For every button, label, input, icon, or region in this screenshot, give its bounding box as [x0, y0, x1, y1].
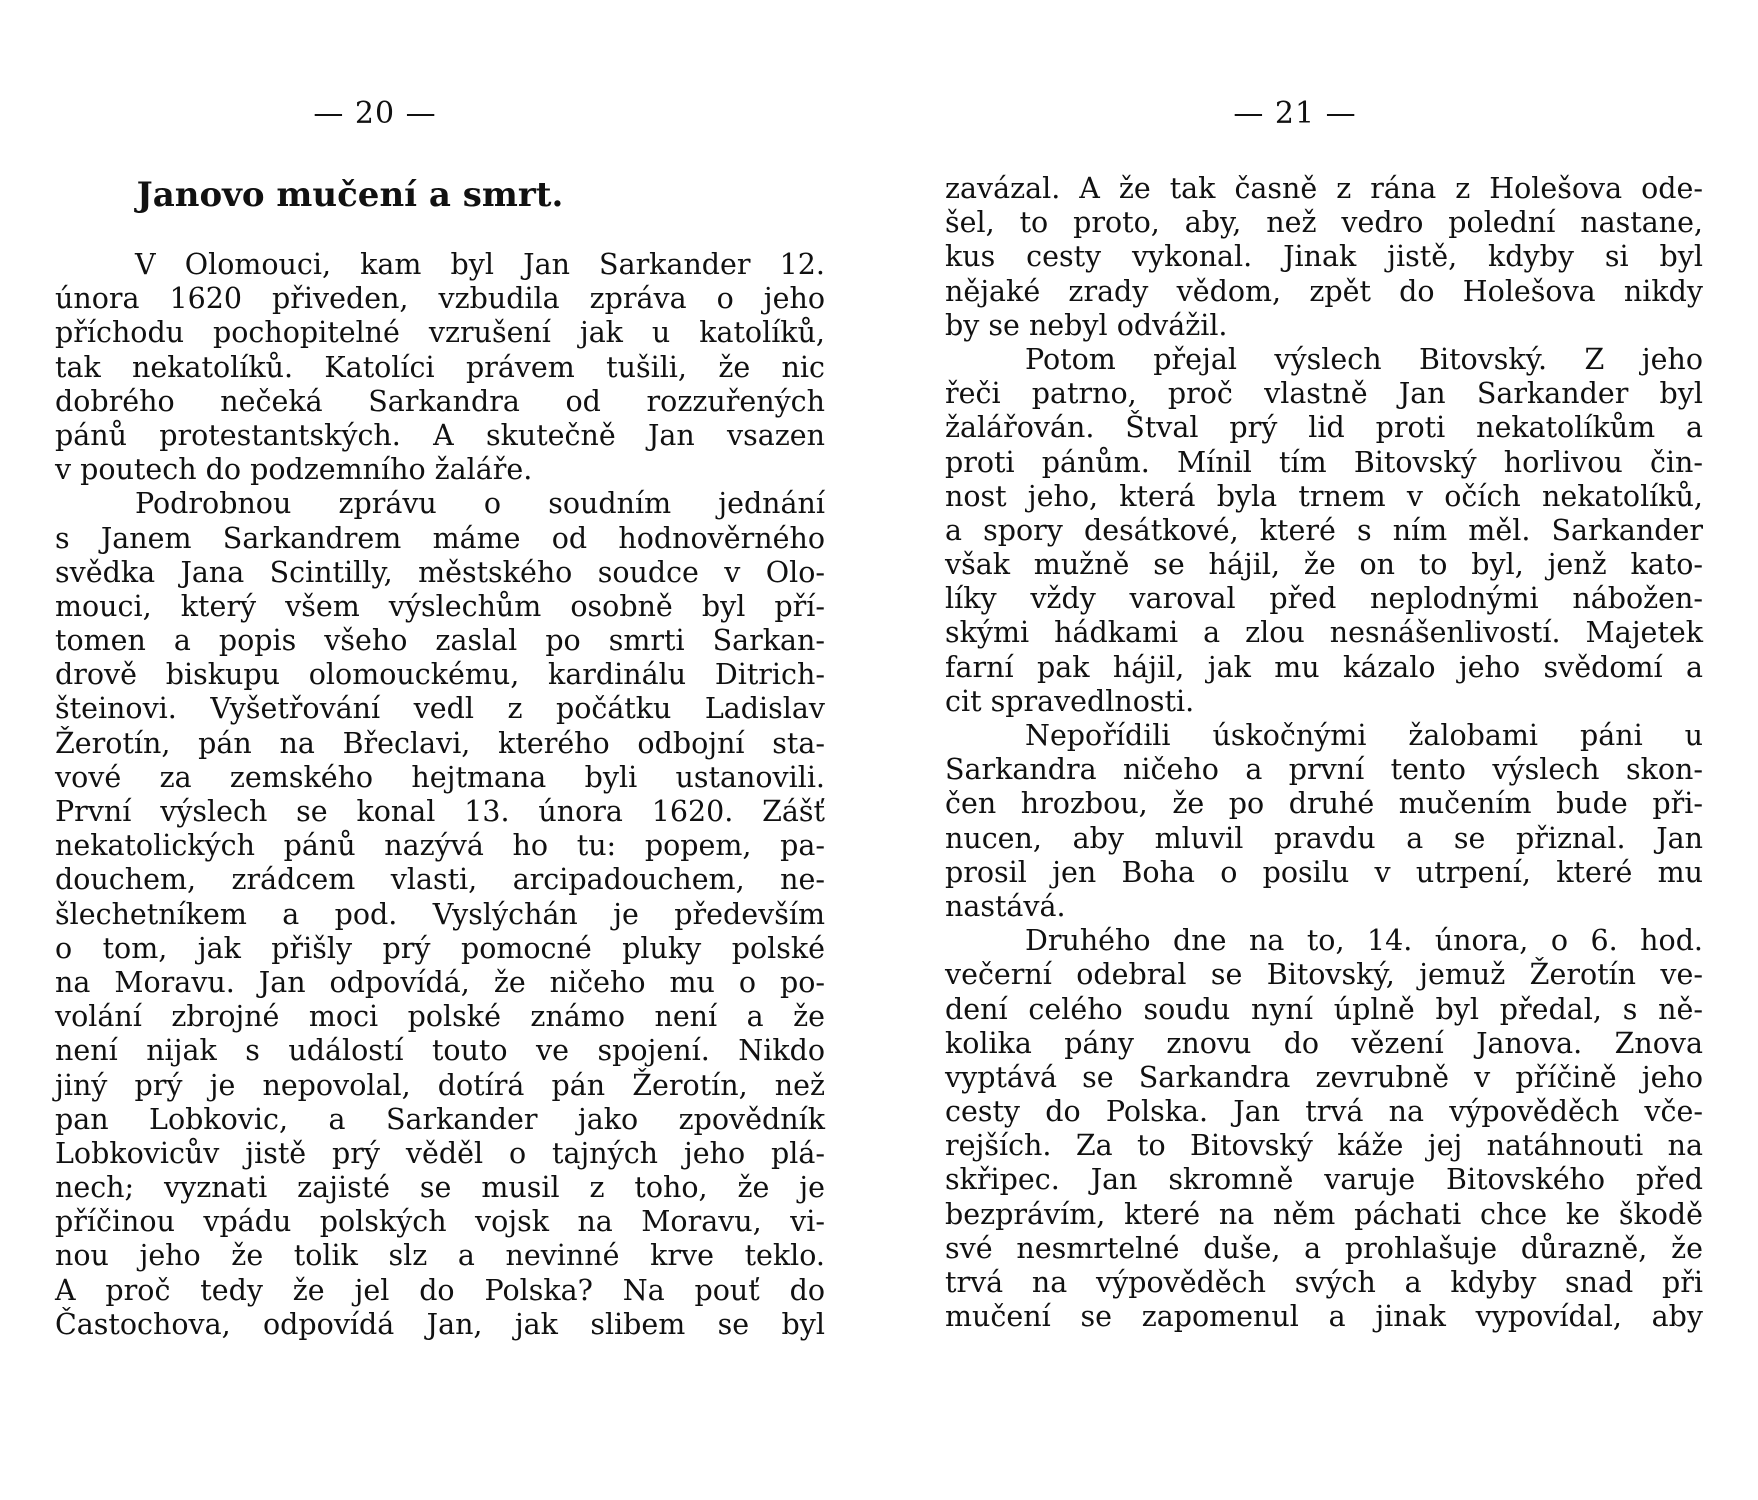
text-line: o tom, jak přišly prý pomocné pluky polské: [55, 931, 825, 965]
text-line: jiný prý je nepovolal, dotírá pán Žerotín, než: [55, 1068, 825, 1102]
text-line: Lobkovicův jistě prý věděl o tajných jeho plá-: [55, 1136, 825, 1170]
text-line: prosil jen Boha o posilu v utrpení, které mu: [945, 855, 1703, 889]
text-line: na Moravu. Jan odpovídá, že ničeho mu o po-: [55, 965, 825, 999]
text-line: pánů protestantských. A skutečně Jan vsazen: [55, 418, 825, 452]
text-line: s Janem Sarkandrem máme od hodnověrného: [55, 521, 825, 555]
text-line: žalářován. Štval prý lid proti nekatolíkům a: [945, 411, 1703, 445]
page-number: — 21 —: [1233, 96, 1357, 131]
text-line: a spory desátkové, které s ním měl. Sarkander: [945, 513, 1703, 547]
text-line: Potom přejal výslech Bitovský. Z jeho: [1025, 342, 1703, 376]
text-line: svědka Jana Scintilly, městského soudce v Olo-: [55, 555, 825, 589]
text-line: kus cesty vykonal. Jinak jistě, kdyby si byl: [945, 240, 1703, 274]
text-line: nou jeho že tolik slz a nevinné krve teklo.: [55, 1239, 825, 1273]
text-line: Nepořídili úskočnými žalobami páni u: [1025, 719, 1703, 752]
text-line: rejších. Za to Bitovský káže jej natáhnouti na: [945, 1129, 1703, 1163]
text-line: Žerotín, pán na Břeclavi, kterého odbojní sta-: [55, 726, 825, 760]
text-line: by se nebyl odvážil.: [945, 308, 1228, 342]
text-line: své nesmrtelné duše, a prohlašuje důrazně, že: [945, 1231, 1703, 1265]
text-line: čen hrozbou, že po druhé mučením bude při-: [945, 787, 1703, 821]
text-line: pan Lobkovic, a Sarkander jako zpovědník: [55, 1102, 825, 1136]
text-line: tomen a popis všeho zaslal po smrti Sarkan-: [55, 624, 825, 658]
text-line: nucen, aby mluvil pravdu a se přiznal. Jan: [945, 821, 1703, 855]
text-line: nějaké zrady vědom, zpět do Holešova nikdy: [945, 274, 1703, 308]
text-line: cit spravedlnosti.: [945, 684, 1195, 718]
text-line: šteinovi. Vyšetřování vedl z počátku Ladislav: [55, 692, 825, 726]
text-line: v poutech do podzemního žaláře.: [55, 453, 533, 487]
left-page: [55, 0, 825, 1500]
text-line: farní pak hájil, jak mu kázalo jeho svědomí a: [945, 650, 1703, 684]
text-line: však mužně se hájil, že on to byl, jenž kato-: [945, 548, 1703, 582]
text-line: proti pánům. Mínil tím Bitovský horlivou čin-: [945, 445, 1703, 479]
text-line: líky vždy varoval před neplodnými nábožen-: [945, 582, 1703, 616]
chapter-title: Janovo mučení a smrt.: [136, 175, 564, 215]
text-line: A proč tedy že jel do Polska? Na pouť do: [55, 1273, 825, 1307]
text-line: V Olomouci, kam byl Jan Sarkander 12.: [135, 248, 825, 281]
text-line: nost jeho, která byla trnem v očích nekatolíků,: [945, 479, 1703, 513]
text-line: mouci, který všem výslechům osobně byl pří-: [55, 589, 825, 623]
text-line: drově biskupu olomouckému, kardinálu Ditrich-: [55, 658, 825, 692]
text-line: šel, to proto, aby, než vedro polední nastane,: [945, 206, 1703, 240]
text-line: zavázal. A že tak časně z rána z Holešova ode-: [945, 172, 1703, 205]
text-line: vyptává se Sarkandra zevrubně v příčině jeho: [945, 1060, 1703, 1094]
text-line: mučení se zapomenul a jinak vypovídal, aby: [945, 1300, 1703, 1334]
text-line: bezprávím, které na něm páchati chce ke škodě: [945, 1197, 1703, 1231]
text-line: cesty do Polska. Jan trvá na výpověděch vče-: [945, 1095, 1703, 1129]
text-line: šlechetníkem a pod. Vyslýchán je především: [55, 897, 825, 931]
text-line: skřipec. Jan skromně varuje Bitovského před: [945, 1163, 1703, 1197]
text-line: příčinou vpádu polských vojsk na Moravu, vi-: [55, 1205, 825, 1239]
text-line: řeči patrno, proč vlastně Jan Sarkander byl: [945, 377, 1703, 411]
text-line: kolika pány znovu do vězení Janova. Znova: [945, 1026, 1703, 1060]
right-page: [945, 0, 1703, 1500]
text-line: příchodu pochopitelné vzrušení jak u katolíků,: [55, 316, 825, 350]
text-line: nastává.: [945, 889, 1066, 923]
text-line: Častochova, odpovídá Jan, jak slibem se byl: [55, 1307, 825, 1341]
text-line: skými hádkami a zlou nesnášenlivostí. Majetek: [945, 616, 1703, 650]
text-line: dobrého nečeká Sarkandra od rozzuřených: [55, 384, 825, 418]
text-line: volání zbrojné moci polské známo není a že: [55, 1000, 825, 1034]
text-line: Druhého dne na to, 14. února, o 6. hod.: [1025, 924, 1703, 958]
text-line: vové za zemského hejtmana byli ustanovili.: [55, 760, 825, 794]
right-page-body: [945, 172, 1703, 1334]
text-line: Podrobnou zprávu o soudním jednání: [135, 487, 825, 521]
text-line: tak nekatolíků. Katolíci právem tušili, že nic: [55, 350, 825, 384]
text-line: večerní odebral se Bitovský, jemuž Žerotín ve-: [945, 958, 1703, 992]
page-number: — 20 —: [313, 96, 437, 131]
text-line: února 1620 přiveden, vzbudila zpráva o jeho: [55, 282, 825, 316]
text-line: douchem, zrádcem vlasti, arcipadouchem, ne-: [55, 863, 825, 897]
text-line: Sarkandra ničeho a první tento výslech skon-: [945, 753, 1703, 787]
text-line: není nijak s událostí touto ve spojení. Nikdo: [55, 1034, 825, 1068]
text-line: nekatolických pánů nazývá ho tu: popem, pa-: [55, 829, 825, 863]
text-line: trvá na výpověděch svých a kdyby snad při: [945, 1266, 1703, 1299]
text-line: dení celého soudu nyní úplně byl předal, s ně-: [945, 992, 1703, 1026]
text-line: nech; vyznati zajisté se musil z toho, že je: [55, 1171, 825, 1205]
left-page-body: [55, 248, 825, 1342]
text-line: První výslech se konal 13. února 1620. Zášť: [55, 795, 825, 828]
